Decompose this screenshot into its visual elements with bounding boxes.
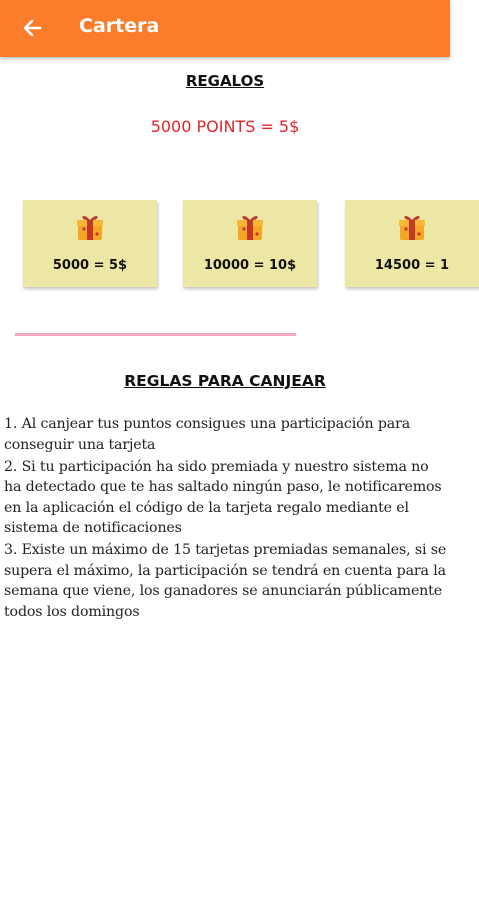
rule-item: 2. Si tu participación ha sido premiada y nuestro sistema no ha detectado que te has saltado ningún paso, le notificaremos en la aplicación el código de la tarjeta regalo mediante el sistema de notificaciones: [4, 458, 442, 536]
gifts-heading: REGALOS: [185, 72, 265, 90]
back-button[interactable]: [14, 10, 50, 46]
gift-icon: [75, 212, 105, 242]
gift-card-label: 10000 = 10$: [203, 258, 297, 273]
gift-card-14500[interactable]: [345, 200, 479, 287]
rules-list: [4, 414, 450, 624]
carousel-scroll-indicator: [15, 333, 296, 336]
gift-card-label: 5000 = 5$: [52, 258, 128, 273]
rule-item: 3. Existe un máximo de 15 tarjetas premiadas semanales, si se supera el máximo, la participación se tendrá en cuenta para la semana que viene, los ganadores se anunciarán públicamente todos los domingos: [4, 542, 447, 620]
gift-icon: [235, 212, 265, 242]
gift-card-label: 14500 = 1: [374, 258, 450, 273]
rules-heading-text: REGLAS PARA CANJEAR: [124, 372, 326, 390]
points-rate-text: 5000 POINTS = 5$: [150, 117, 300, 136]
gift-icon: [397, 212, 427, 242]
app-bar: [0, 0, 450, 57]
arrow-left-icon: [22, 18, 42, 38]
gift-card-5[interactable]: [23, 200, 157, 287]
app-title: Cartera: [79, 15, 160, 37]
gift-card-carousel[interactable]: [0, 200, 450, 290]
gift-card-10[interactable]: [183, 200, 317, 287]
rules-heading: [0, 372, 450, 390]
rule-item: 1. Al canjear tus puntos consigues una participación para conseguir una tarjeta: [4, 416, 411, 453]
